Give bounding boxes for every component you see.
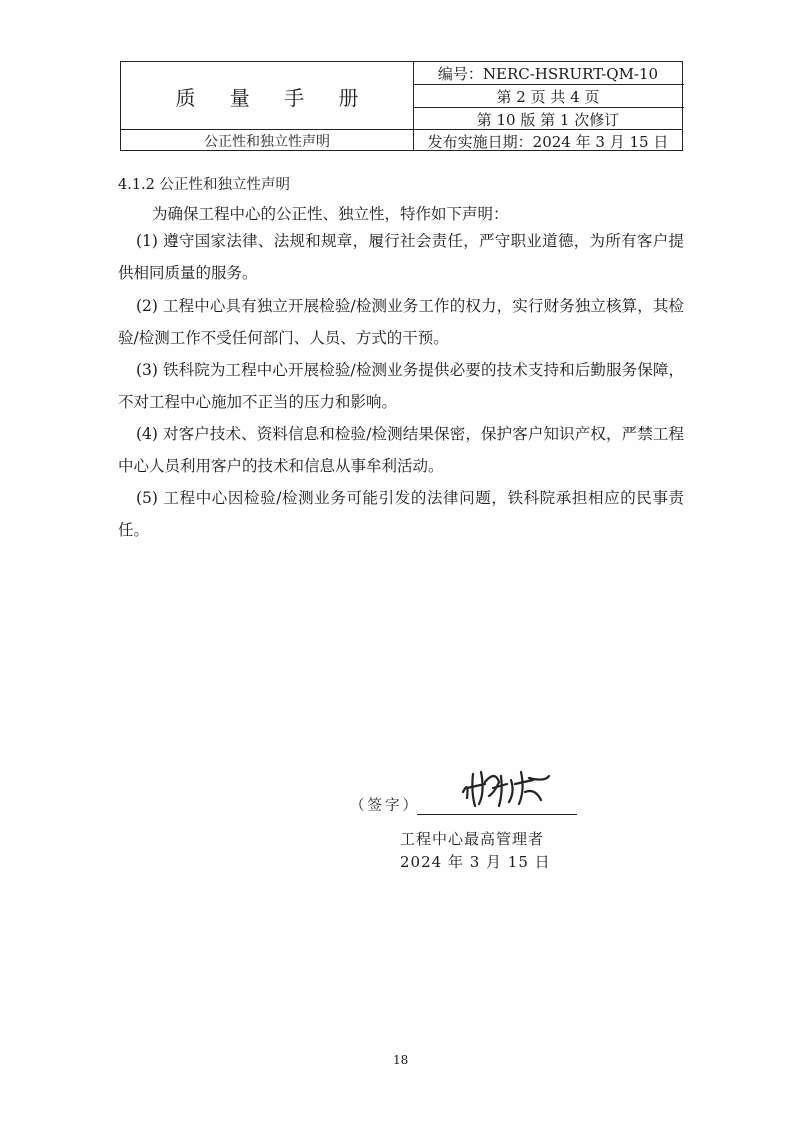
handwritten-signature xyxy=(455,762,555,812)
doc-number: 编号：NERC-HSRURT-QM-10 xyxy=(437,64,659,83)
intro-text: 为确保工程中心的公正性、独立性，特作如下声明： xyxy=(152,205,509,223)
signature-label: （签字） xyxy=(350,798,420,814)
section-subject: 公正性和独立性声明 xyxy=(204,134,330,150)
paragraph: (3) 铁科院为工程中心开展检验/检测业务提供必要的技术支持和后勤服务保障，不对工程中心施加不正当的压力和影响。 xyxy=(118,361,684,411)
signer-role: 工程中心最高管理者 xyxy=(400,830,545,848)
signature-line xyxy=(417,814,577,815)
manual-title: 质 量 手 册 xyxy=(175,85,373,110)
version-info: 第 10 版 第 1 次修订 xyxy=(476,110,620,129)
paragraph: (4) 对客户技术、资料信息和检验/检测结果保密，保护客户知识产权，严禁工程中心人员利用客户的技术和信息从事牟利活动。 xyxy=(118,425,684,475)
paragraph: (2) 工程中心具有独立开展检验/检测业务工作的权力，实行财务独立核算，其检验/检测工作不受任何部门、人员、方式的干预。 xyxy=(118,297,684,347)
paragraph: (5) 工程中心因检验/检测业务可能引发的法律问题，铁科院承担相应的民事责任。 xyxy=(118,489,684,539)
header-table xyxy=(120,61,683,151)
page-info: 第 2 页 共 4 页 xyxy=(496,87,600,106)
section-heading: 4.1.2 公正性和独立性声明 xyxy=(118,177,291,193)
signature-date: 2024 年 3 月 15 日 xyxy=(400,853,551,871)
release-date: 发布实施日期：2024 年 3 月 15 日 xyxy=(427,132,669,151)
page-number: 18 xyxy=(393,1053,409,1067)
paragraph: (1) 遵守国家法律、法规和规章，履行社会责任，严守职业道德，为所有客户提供相同质量的服务。 xyxy=(118,232,684,282)
